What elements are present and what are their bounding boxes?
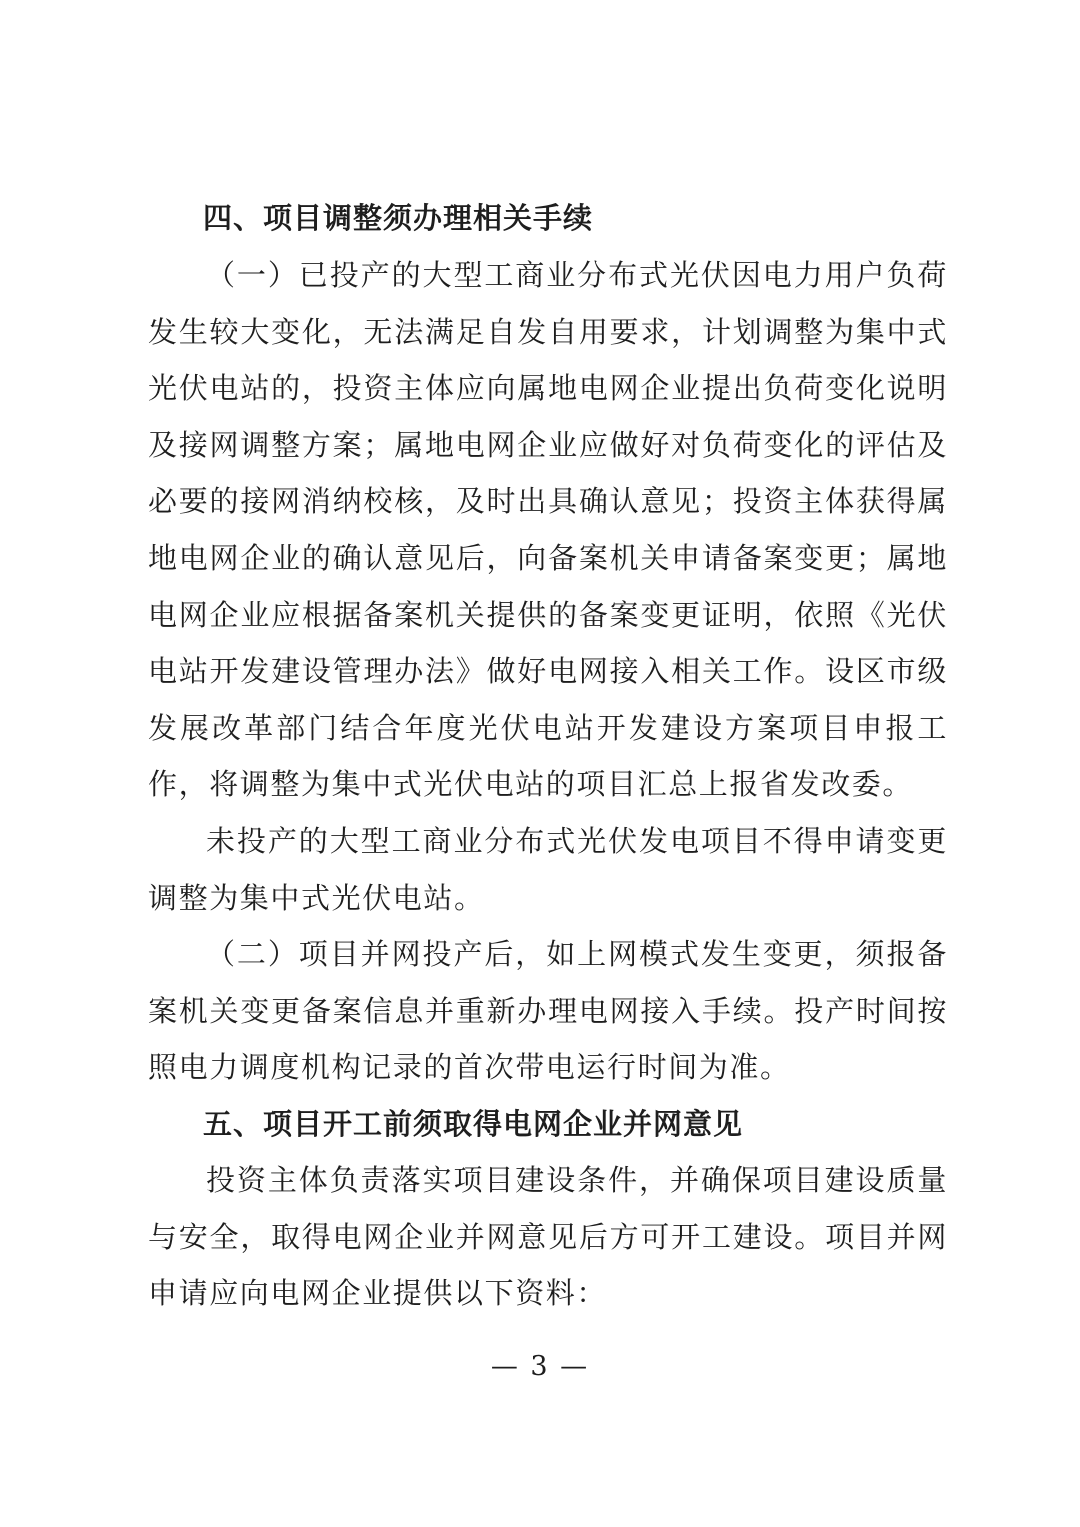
section-5-heading: 五、项目开工前须取得电网企业并网意见 xyxy=(203,1107,744,1141)
section-5-paragraph-1: 投资主体负责落实项目建设条件，并确保项目建设质量与安全，取得电网企业并网意见后方可开工建设。项目并网申请应向电网企业提供以下资料： xyxy=(148,1163,948,1311)
section-4-paragraph-1: （一）已投产的大型工商业分布式光伏因电力用户负荷发生较大变化，无法满足自发自用要求，计划调整为集中式光伏电站的，投资主体应向属地电网企业提出负荷变化说明及接网调整方案；属地电网企业应做好对负荷变化的评估及必要的接网消纳校核，及时出具确认意见；投资主体获得属地电网企业的确认意见后，向备案机关申请备案变更；属地电网企业应根据备案机关提供的备案变更证明，依照《光伏电站开发建设管理办法》做好电网接入相关工作。设区市级发展改革部门结合年度光伏电站开发建设方案项目申报工作，将调整为集中式光伏电站的项目汇总上报省发改委。 xyxy=(148,258,948,802)
section-4-paragraph-3: （二）项目并网投产后，如上网模式发生变更，须报备案机关变更备案信息并重新办理电网接入手续。投产时间按照电力调度机构记录的首次带电运行时间为准。 xyxy=(148,937,948,1085)
section-4-paragraph-2: 未投产的大型工商业分布式光伏发电项目不得申请变更调整为集中式光伏电站。 xyxy=(148,824,948,915)
section-4-heading: 四、项目调整须办理相关手续 xyxy=(203,201,594,235)
page-number: — 3 — xyxy=(490,1351,590,1382)
